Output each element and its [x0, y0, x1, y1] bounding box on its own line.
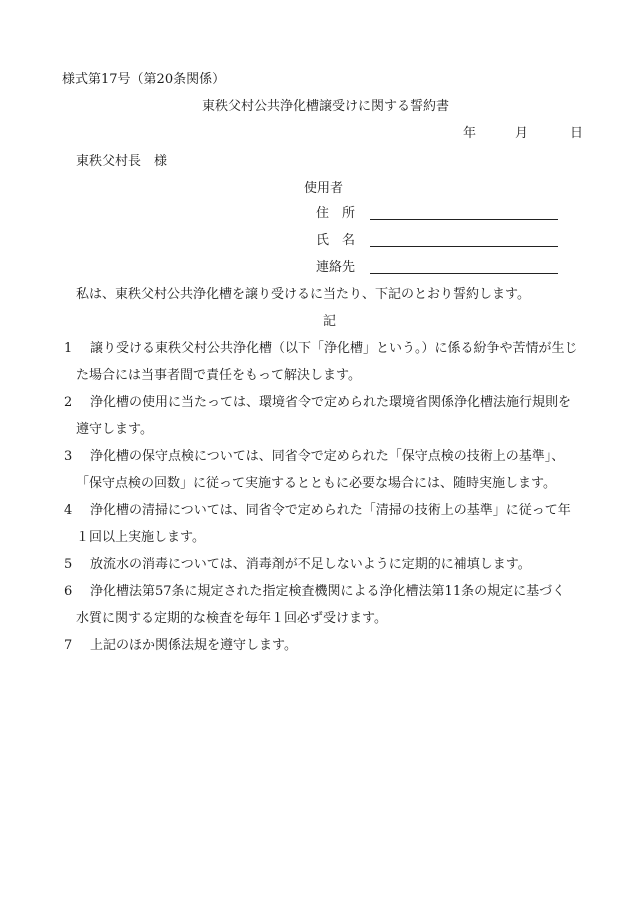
item-4-line1: 浄化槽の清掃については、同省令で定められた「清掃の技術上の基準」に従って年 [90, 503, 571, 518]
address-label: 住 所 [316, 206, 356, 221]
date-month: 月 [515, 126, 529, 141]
item-3-line1: 浄化槽の保守点検については、同省令で定められた「保守点検の技術上の基準」、 [90, 449, 565, 464]
date-day: 日 [570, 126, 584, 141]
item-2-line2: 遵守します。 [76, 422, 153, 437]
item-6-line1: 浄化槽法第57条に規定された指定検査機関による浄化槽法第11条の規定に基づく [90, 584, 566, 599]
item-4-line2: １回以上実施します。 [76, 530, 205, 545]
item-7-line1: 上記のほか関係法規を遵守します。 [90, 638, 297, 653]
address-line [370, 207, 558, 220]
item-1-number: 1 [64, 341, 73, 356]
item-7-number: 7 [64, 638, 73, 653]
contact-line [370, 261, 558, 274]
item-2-line1: 浄化槽の使用に当たっては、環境省令で定められた環境省関係浄化槽法施行規則を [90, 395, 572, 410]
item-5-number: 5 [64, 557, 73, 572]
address-field [316, 207, 558, 220]
user-heading: 使用者 [304, 181, 344, 196]
document-title: 東秩父村公共浄化槽譲受けに関する誓約書 [202, 99, 450, 114]
addressee: 東秩父村長 様 [76, 154, 168, 169]
statement: 私は、東秩父村公共浄化槽を譲り受けるに当たり、下記のとおり誓約します。 [76, 287, 530, 302]
item-1-line1: 譲り受ける東秩父村公共浄化槽（以下「浄化槽」という。）に係る紛争や苦情が生じ [90, 341, 578, 356]
item-3-number: 3 [64, 449, 73, 464]
item-6-number: 6 [64, 584, 73, 599]
name-line [370, 234, 558, 247]
item-4-number: 4 [64, 503, 73, 518]
date-year: 年 [463, 126, 477, 141]
item-2-number: 2 [64, 395, 73, 410]
name-label: 氏 名 [316, 233, 356, 248]
item-1-line2: た場合には当事者間で責任をもって解決します。 [76, 368, 361, 383]
contact-field [316, 261, 558, 274]
item-5-line1: 放流水の消毒については、消毒剤が不足しないように定期的に補填します。 [90, 557, 531, 572]
item-3-line2: 「保守点検の回数」に従って実施するとともに必要な場合には、随時実施します。 [76, 476, 556, 491]
form-number: 様式第17号（第20条関係） [62, 72, 226, 87]
ki-heading: 記 [323, 314, 337, 329]
item-6-line2: 水質に関する定期的な検査を毎年１回必ず受けます。 [76, 611, 387, 626]
contact-label: 連絡先 [316, 260, 356, 275]
name-field [316, 234, 558, 247]
